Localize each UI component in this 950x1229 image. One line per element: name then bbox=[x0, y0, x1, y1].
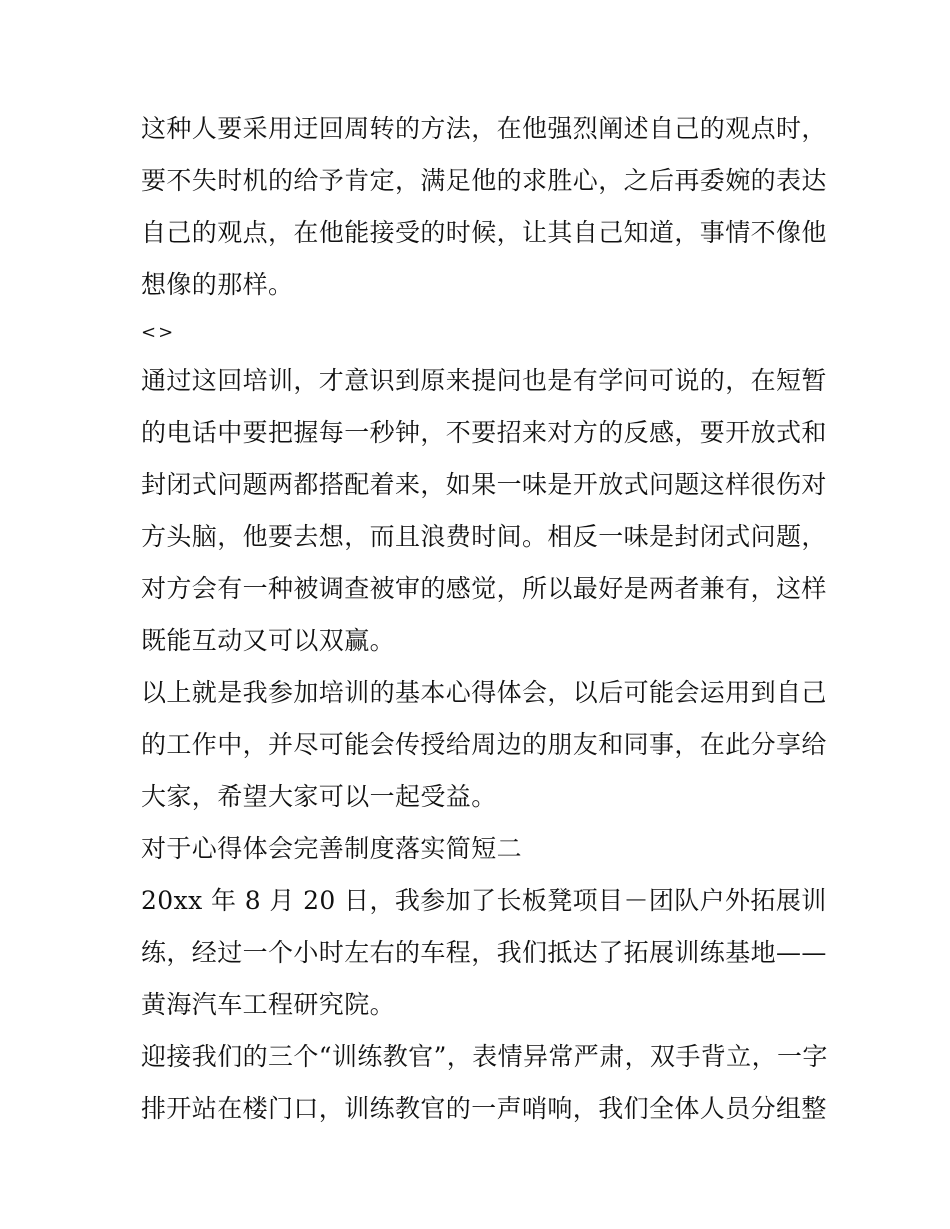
text-line: 练，经过一个小时左右的车程，我们抵达了拓展训练基地—— bbox=[141, 938, 827, 967]
text-line: 排开站在楼门口，训练教官的一声哨响，我们全体人员分组整 bbox=[141, 1094, 827, 1123]
text-line: 的工作中，并尽可能会传授给周边的朋友和同事，在此分享给 bbox=[141, 730, 827, 759]
text-line: 想像的那样。 bbox=[141, 270, 294, 299]
text-line: 封闭式问题两都搭配着来，如果一味是开放式问题这样很伤对 bbox=[141, 470, 827, 499]
text-line: 这种人要采用迂回周转的方法，在他强烈阐述自己的观点时， bbox=[141, 114, 827, 143]
document-body bbox=[141, 103, 828, 1135]
section-heading: 对于心得体会完善制度落实简短二 bbox=[141, 834, 523, 863]
text-line: 的电话中要把握每一秒钟，不要招来对方的反感，要开放式和 bbox=[141, 418, 827, 447]
separator-marker: <> bbox=[141, 322, 176, 343]
text-line: 对方会有一种被调查被审的感觉，所以最好是两者兼有，这样 bbox=[141, 574, 827, 603]
text-line: 既能互动又可以双赢。 bbox=[141, 626, 396, 655]
text-line: 通过这回培训，才意识到原来提问也是有学问可说的，在短暂 bbox=[141, 366, 827, 395]
text-line: 大家，希望大家可以一起受益。 bbox=[141, 782, 497, 811]
text-line: 20xx 年 8 月 20 日，我参加了长板凳项目－团队户外拓展训 bbox=[141, 886, 827, 915]
text-line: 黄海汽车工程研究院。 bbox=[141, 990, 396, 1019]
text-line: 要不失时机的给予肯定，满足他的求胜心，之后再委婉的表达 bbox=[141, 166, 827, 195]
text-line: 以上就是我参加培训的基本心得体会，以后可能会运用到自己 bbox=[141, 678, 827, 707]
text-line: 方头脑，他要去想，而且浪费时间。相反一味是封闭式问题， bbox=[141, 522, 827, 551]
text-line: 迎接我们的三个“训练教官”，表情异常严肃，双手背立，一字 bbox=[141, 1042, 828, 1071]
text-line: 自己的观点，在他能接受的时候，让其自己知道，事情不像他 bbox=[141, 218, 827, 247]
